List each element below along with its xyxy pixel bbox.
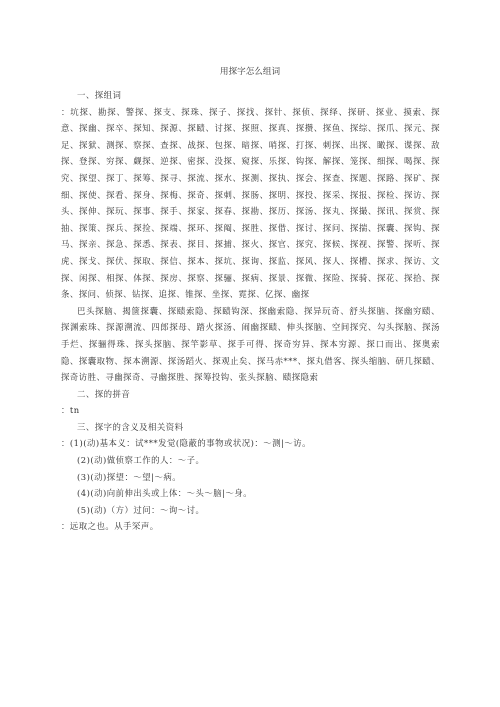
meaning-line: (5)(动)（方）过问：～询～讨。 (77, 504, 205, 515)
meaning-line: (3)(动)探望：～望|～病。 (77, 471, 182, 482)
document-title: 用探字怎么组词 (219, 67, 281, 77)
etymology-line: ：远取之也。从手罙声。 (61, 521, 159, 532)
document-body (61, 87, 440, 535)
idiom-list-paragraph: 巴头探脑、揭箧探囊、探赜索隐、探赜钩深、探幽索隐、探异玩奇、舒头探脑、探幽穷赜、探渊索珠、探源溯流、四郎探母、踏火探汤、闹幽探赜、伸头探脑、空间探究、勾头探脑、探汤手烂、探骊得珠、探头探脑、探竿影草、探手可得、探奇穷异、探本穷源、探口而出、探奥索隐、探囊取物、探本溯源、探汤蹈火、探观止矣、探马赤***、探丸借客、探头缩脑、研几探赜、探奇访胜、寻幽探奇、寻幽探胜、探筹投钩、张头探脑、赜探隐索 (61, 305, 440, 383)
meaning-line: ：(1)(动)基本义：试***发觉(隐蔽的事物或状况)：～测|～访。 (61, 438, 311, 449)
word-list-paragraph: ：坑探、勘探、警探、探支、探珠、探子、探找、探针、探侦、探绎、探研、探业、摸索、探意、探幽、探卒、探知、探源、探赜、讨探、探照、探真、探攒、探鱼、探综、探爪、探元、探足、探狱、测探、察探、查探、战探、包探、暗探、哨探、打探、刺探、出探、瞰探、谍探、敌探、登探、穷探、觑探、逆探、密探、没探、窥探、乐探、钩探、解探、笼探、细探、喝探、探究、探望、探丁、探筹、探寻、探流、探水、探测、探执、探会、探查、探题、探路、探矿、探细、探使、探看、探身、探梅、探奇、探刺、探肠、探明、探投、探采、探报、探检、探访、探头、探伸、探玩、探事、探手、探家、探春、探勘、探历、探汤、探丸、探撮、探讯、探赏、探抽、探策、探兵、探捡、探端、探环、探阄、探胜、探借、探讨、探问、探揣、探囊、探钩、探马、探亲、探急、探悉、探表、探目、探捕、探火、探官、探究、探候、探视、探警、探听、探虎、探戈、探伏、探取、探信、探本、探坑、探询、探监、探风、探人、探槽、探求、探访、文探、闲探、相探、体探、探房、探察、探骊、探病、探景、探微、探险、探骑、探花、探拾、探条、探问、侦探、钻探、追探、锥探、坐探、霓探、亿探、幽探 (61, 106, 440, 300)
pinyin-paragraph: ：tn (61, 405, 80, 416)
meaning-line: (2)(动)做侦察工作的人：～子。 (77, 455, 205, 466)
section-heading: 二、探的拼音 (77, 388, 131, 399)
section-heading: 一、探组词 (77, 90, 122, 100)
section-heading: 三、探字的含义及相关资料 (77, 421, 184, 432)
meaning-line: (4)(动)向前伸出头或上体：～头～脑|～身。 (77, 488, 253, 499)
